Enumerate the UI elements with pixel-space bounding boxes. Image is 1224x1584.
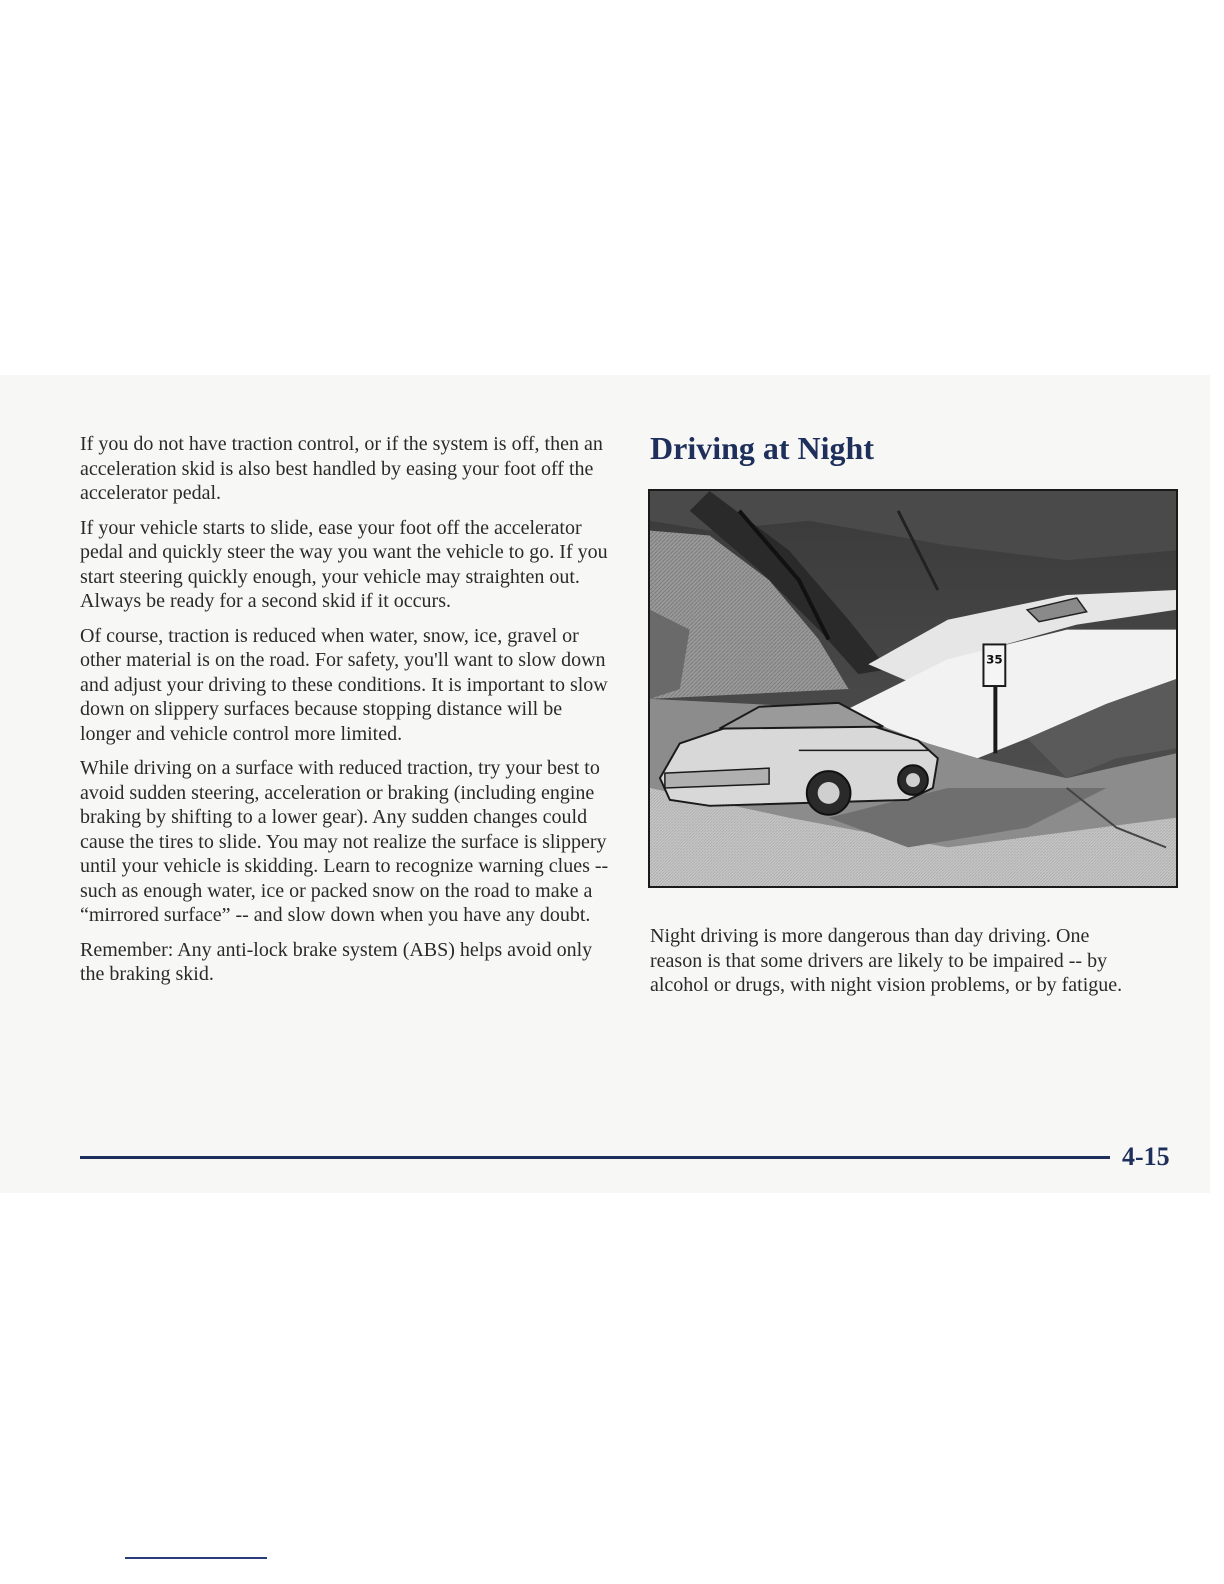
left-column (80, 432, 610, 997)
speed-sign-number: 35 (986, 652, 1003, 667)
right-column (650, 428, 1180, 468)
paragraph-vehicle-slide: If your vehicle starts to slide, ease your foot off the accelerator pedal and quickly steer the way you want the vehicle to go. If you start steering quickly enough, your vehicle may straighten out. Always be ready for a second skid if it occurs. (80, 516, 608, 612)
night-road-scene-image (650, 491, 1176, 886)
page-number: 4-15 (1122, 1142, 1170, 1171)
footer-rule (80, 1156, 1110, 1159)
paragraph-acceleration-skid: If you do not have traction control, or if the system is off, then an acceleration skid is also best handled by easing your foot off the accelerator pedal. (80, 433, 603, 504)
paragraph-night-driving: Night driving is more dangerous than day driving. One reason is that some drivers are likely to be impaired -- by alcohol or drugs, with night vision problems, or by fatigue. (650, 925, 1123, 996)
night-driving-illustration (648, 489, 1178, 888)
paragraph-abs-reminder: Remember: Any anti-lock brake system (ABS) helps avoid only the braking skid. (80, 938, 593, 985)
paragraph-slippery-surface: While driving on a surface with reduced traction, try your best to avoid sudden steering, acceleration or braking (including engine braking by shifting to a lower gear). Any sudden changes could cause the tires to slide. You may not realize the surface is slippery until your vehicle is skidding. Learn to recognize warning clues -- such as enough water, ice or packed snow on the road to make a “mirrored surface” -- and slow down when you have any doubt. (80, 757, 609, 926)
bottom-divider (125, 1557, 267, 1559)
paragraph-reduced-traction: Of course, traction is reduced when water, snow, ice, gravel or other material is on the road. For safety, you'll want to slow down and adjust your driving to these conditions. It is important to slow down on slippery surfaces because stopping distance will be longer and vehicle control more limited. (80, 624, 608, 745)
section-title: Driving at Night (650, 430, 874, 466)
